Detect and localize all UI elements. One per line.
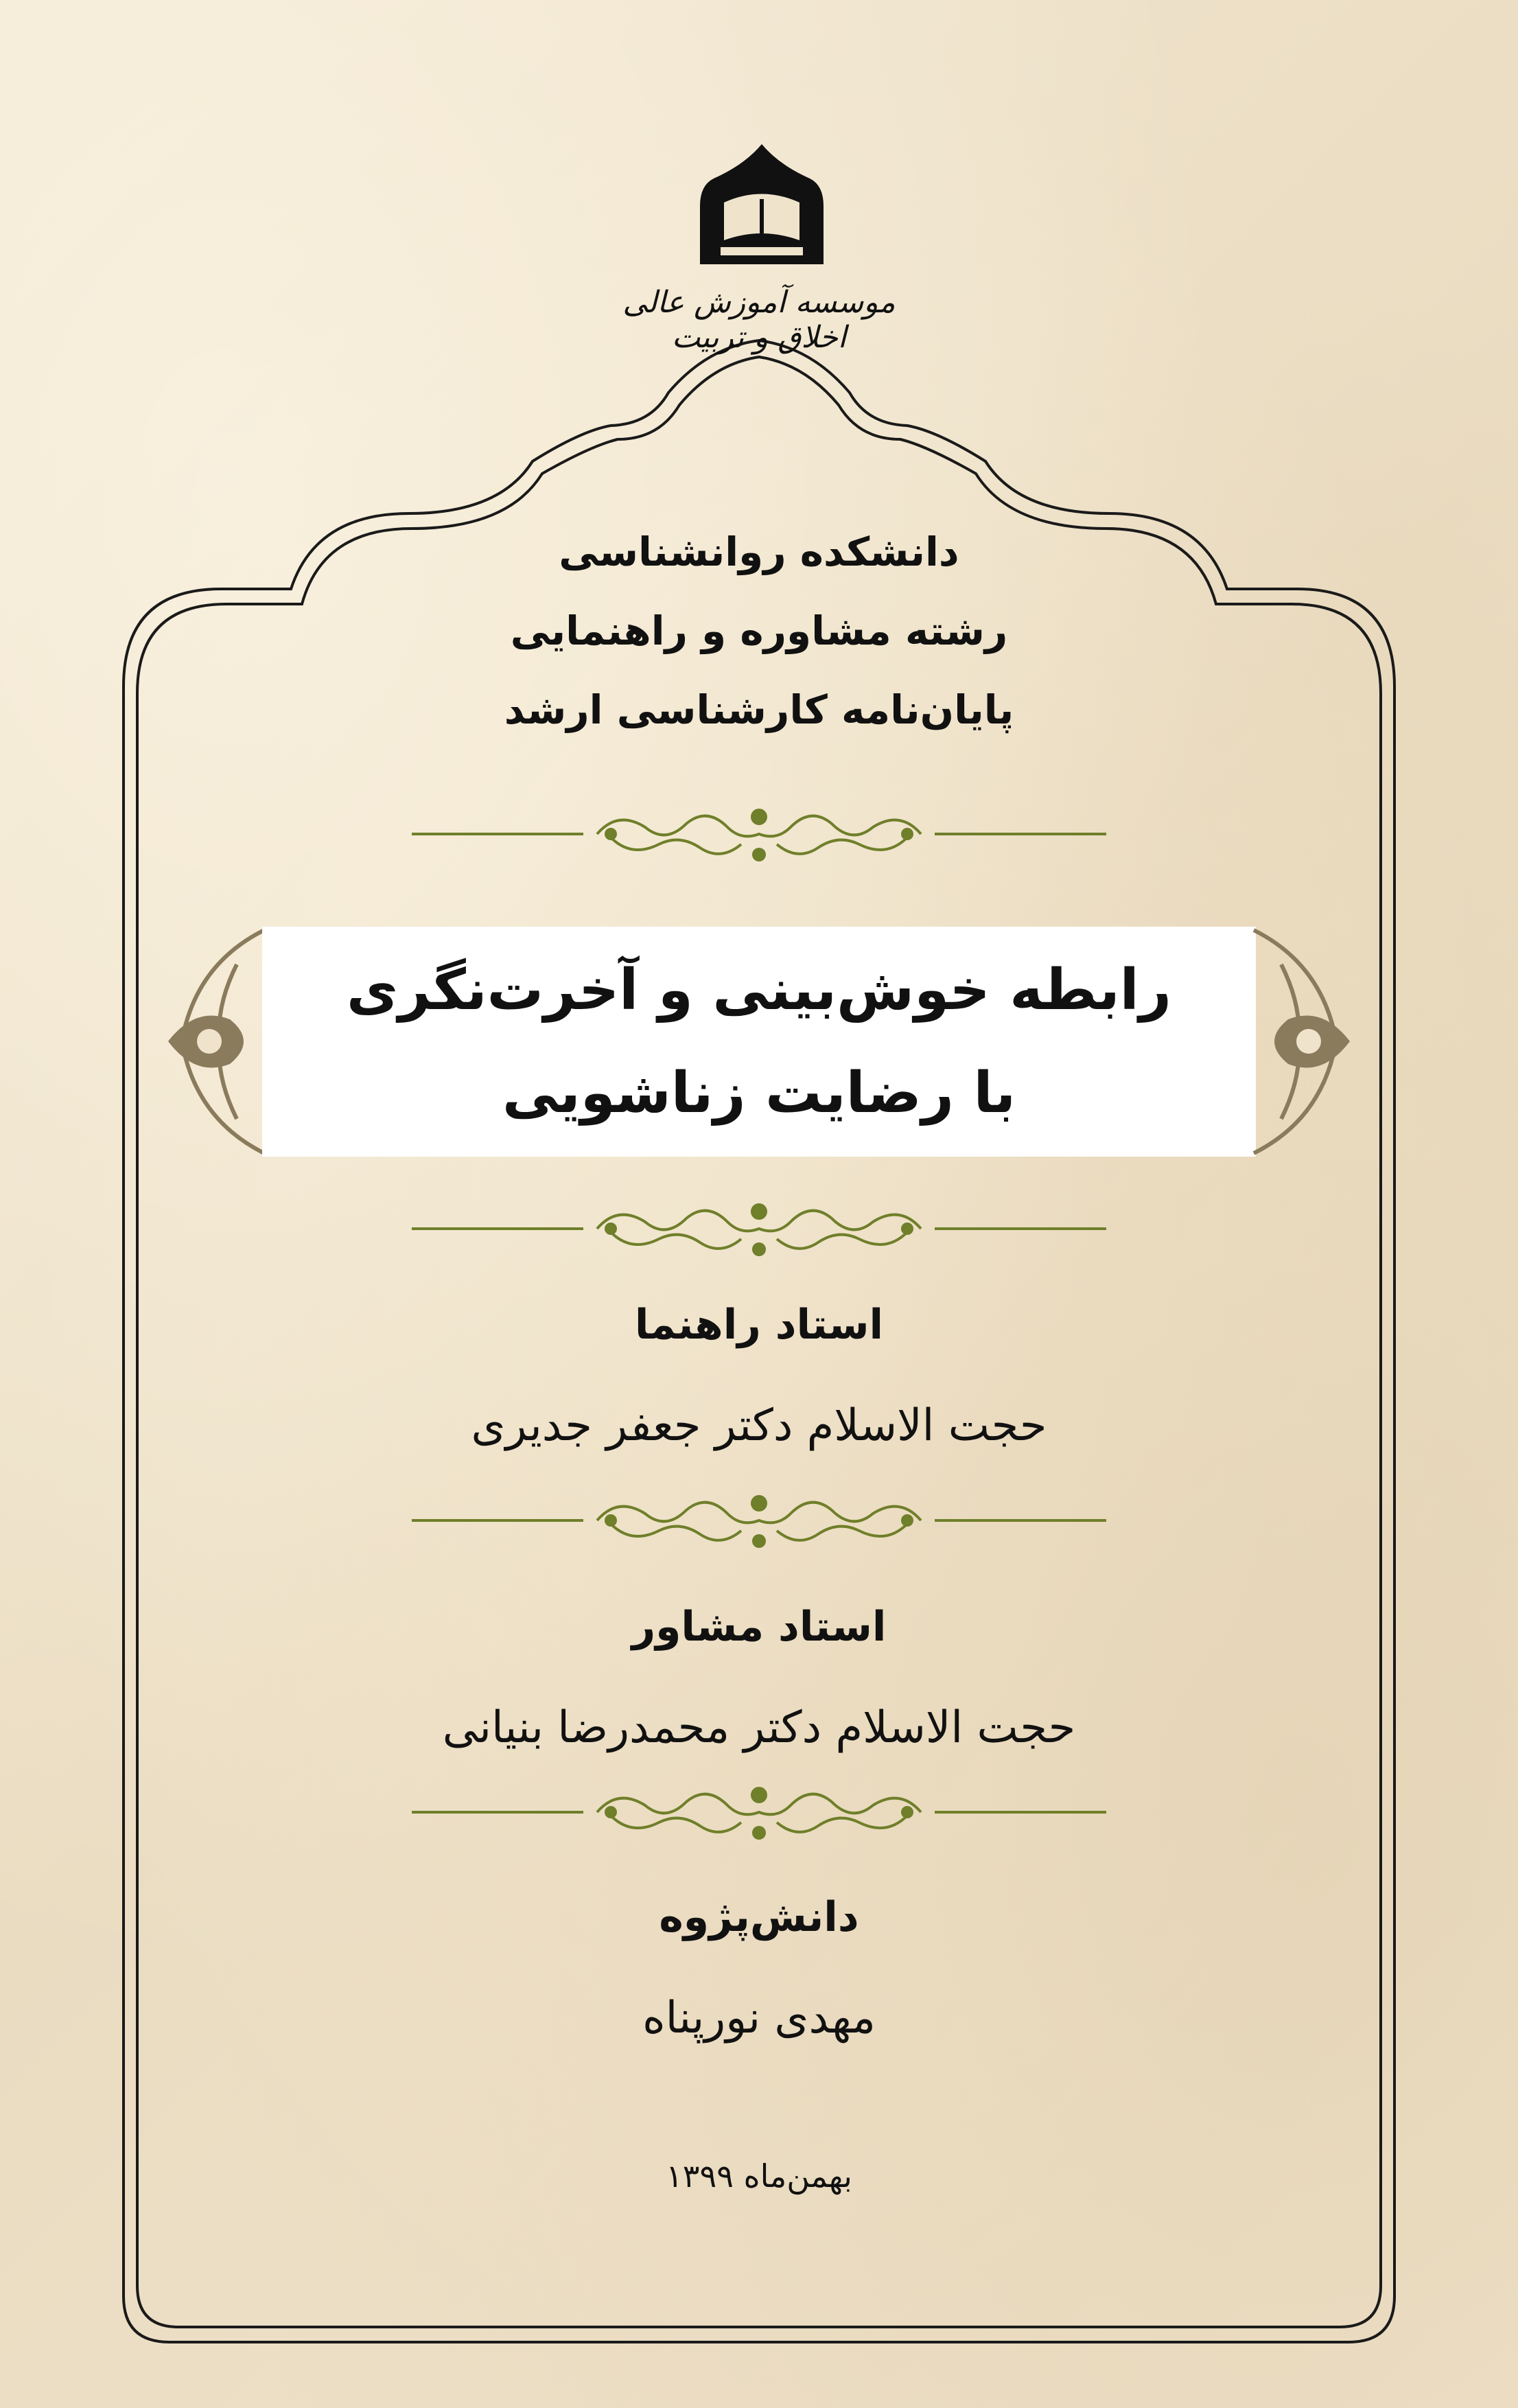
thesis-title-line-2: با رضایت زناشویی	[502, 1061, 1016, 1126]
supervisor-name: حجت الاسلام دکتر جعفر جدیری	[471, 1400, 1047, 1451]
institute-logo	[693, 137, 830, 268]
ornamental-divider	[412, 796, 1106, 872]
advisor-name: حجت الاسلام دکتر محمدرضا بنیانی	[442, 1702, 1076, 1753]
field-name: رشته مشاوره و راهنمایی	[510, 607, 1008, 654]
submission-date: بهمن‌ماه ۱۳۹۹	[666, 2157, 852, 2195]
ornamental-divider	[412, 1483, 1106, 1558]
degree-type: پایان‌نامه کارشناسی ارشد	[504, 686, 1014, 733]
supervisor-label: استاد راهنما	[634, 1301, 884, 1349]
faculty-name: دانشکده روانشناسی	[559, 529, 959, 575]
ornamental-divider	[412, 1191, 1106, 1266]
ornamental-divider	[412, 1774, 1106, 1850]
thesis-title-line-1: رابطه خوش‌بینی و آخرت‌نگری	[347, 958, 1171, 1023]
student-name: مهدی نورپناه	[642, 1993, 876, 2044]
advisor-label: استاد مشاور	[631, 1603, 887, 1651]
institute-logo-caption: موسسه آموزش عالی اخلاق و تربیت	[622, 285, 896, 355]
student-label: دانش‌پژوه	[659, 1893, 859, 1941]
